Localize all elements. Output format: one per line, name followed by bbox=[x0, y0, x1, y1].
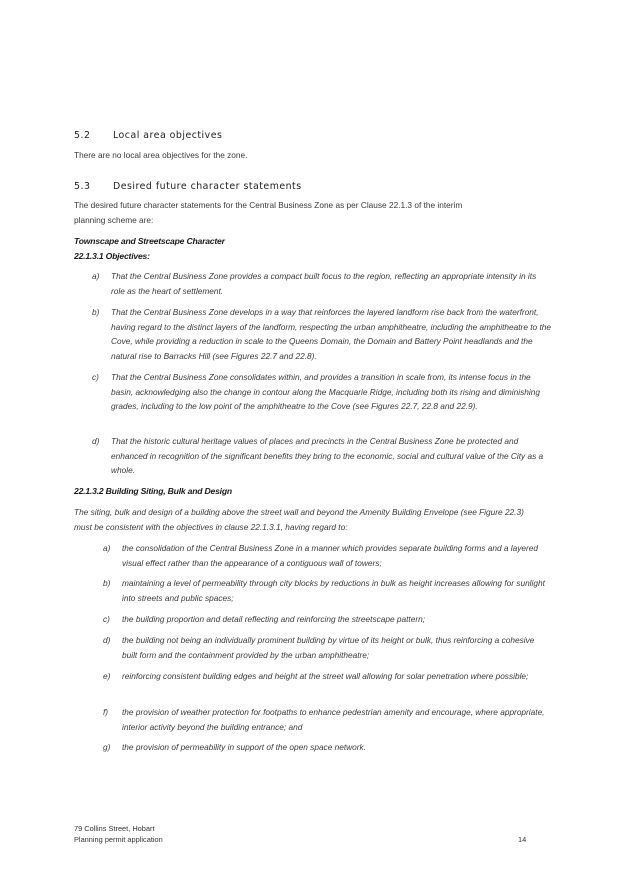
list-item-text: the provision of permeability in support of the open space network. bbox=[122, 742, 366, 752]
list-item bbox=[103, 576, 547, 605]
list-item bbox=[92, 269, 552, 298]
list-item-text: That the Central Business Zone develops in a way that reinforces the layered landform rise back from the waterfront, having regard to the distinct layers of the landform, respecting the urban amphitheatre, including the amphitheatre to the Cove, while providing a reduction in scale to the Queens Domain, the Domain and Battery Point headlands and the natural rise to Barracks Hill (see Figures 22.7 and 22.8). bbox=[111, 307, 551, 361]
section-5-2-body: There are no local area objectives for the zone. bbox=[74, 150, 248, 160]
list-item-text: maintaining a level of permeability through city blocks by reductions in bulk as height increases allowing for sunlight into streets and public spaces; bbox=[122, 578, 545, 603]
footer-address: 79 Collins Street, Hobart bbox=[74, 824, 155, 833]
list-item-label: f) bbox=[103, 707, 109, 717]
list-item-label: e) bbox=[103, 671, 111, 681]
list-item-text: the consolidation of the Central Business Zone in a manner which provides separate building forms and a layered visual effect rather than the appearance of a contiguous wall of towers; bbox=[122, 543, 539, 568]
list-item-label: a) bbox=[92, 271, 100, 281]
siting-heading: 22.1.3.2 Building Siting, Bulk and Design bbox=[74, 486, 232, 496]
footer bbox=[74, 823, 163, 845]
page-number: 14 bbox=[518, 835, 527, 844]
section-5-3-intro-line-2: planning scheme are: bbox=[74, 215, 154, 225]
list-item-label: c) bbox=[103, 614, 110, 624]
list-item-text: the provision of weather protection for footpaths to enhance pedestrian amenity and encourage, where appropriate, interior activity beyond the building entrance; and bbox=[122, 707, 545, 732]
list-item-label: c) bbox=[92, 372, 99, 382]
section-number: 5.2 bbox=[74, 130, 91, 141]
list-item bbox=[103, 541, 547, 570]
list-item bbox=[92, 305, 552, 363]
list-item-text: the building not being an individually prominent building by virtue of its height or bulk, thus reinforcing a cohesive built form and the containment provided by the urban amphitheatre; bbox=[122, 635, 535, 660]
section-5-3-heading bbox=[74, 181, 302, 192]
section-title: Local area objectives bbox=[113, 130, 223, 141]
list-item-text: That the Central Business Zone consolidates within, and provides a transition in scale from, its intense focus in the basin, acknowledging also the change in contour along the Macquarie Ridge, including both its rising and diminishing grades, including to the low point of the amphitheatre to the Cove (see Figures 22.7, 22.8 and 22.9). bbox=[111, 372, 540, 412]
section-number: 5.3 bbox=[74, 181, 91, 192]
list-item-label: g) bbox=[103, 742, 111, 752]
list-item bbox=[92, 434, 552, 478]
list-item-text: That the historic cultural heritage values of places and precincts in the Central Business Zone be protected and enhanced in recognition of the significant benefits they bring to the economic, social and cultural value of the City as a whole. bbox=[111, 436, 544, 476]
section-title: Desired future character statements bbox=[113, 181, 302, 192]
list-item bbox=[103, 612, 547, 627]
footer-document: Planning permit application bbox=[74, 835, 163, 844]
list-item-label: a) bbox=[103, 543, 111, 553]
list-item bbox=[103, 705, 547, 734]
townscape-title: Townscape and Streetscape Character bbox=[74, 236, 225, 246]
section-5-3-intro-line-1: The desired future character statements for the Central Business Zone as per Clause 22.1.3 of the interim bbox=[74, 200, 463, 210]
section-5-2-heading bbox=[74, 130, 222, 141]
list-item bbox=[103, 633, 547, 662]
list-item-text: the building proportion and detail reflecting and reinforcing the streetscape pattern; bbox=[122, 614, 426, 624]
siting-intro: The siting, bulk and design of a building above the street wall and beyond the Amenity Building Envelope (see Figure 22.3) must be consistent with the objectives in clause 22.1.3.1, having regard to: bbox=[74, 507, 524, 532]
list-item-label: b) bbox=[92, 307, 100, 317]
list-item-text: That the Central Business Zone provides a compact built focus to the region, reflecting an appropriate intensity in its role as the heart of settlement. bbox=[111, 271, 537, 296]
list-item bbox=[92, 370, 552, 414]
list-item-label: b) bbox=[103, 578, 111, 588]
list-item bbox=[103, 669, 547, 684]
objectives-heading: 22.1.3.1 Objectives: bbox=[74, 251, 150, 261]
list-item-text: reinforcing consistent building edges and height at the street wall allowing for solar penetration where possible; bbox=[122, 671, 529, 681]
list-item bbox=[103, 740, 547, 755]
list-item-label: d) bbox=[103, 635, 111, 645]
list-item-label: d) bbox=[92, 436, 100, 446]
